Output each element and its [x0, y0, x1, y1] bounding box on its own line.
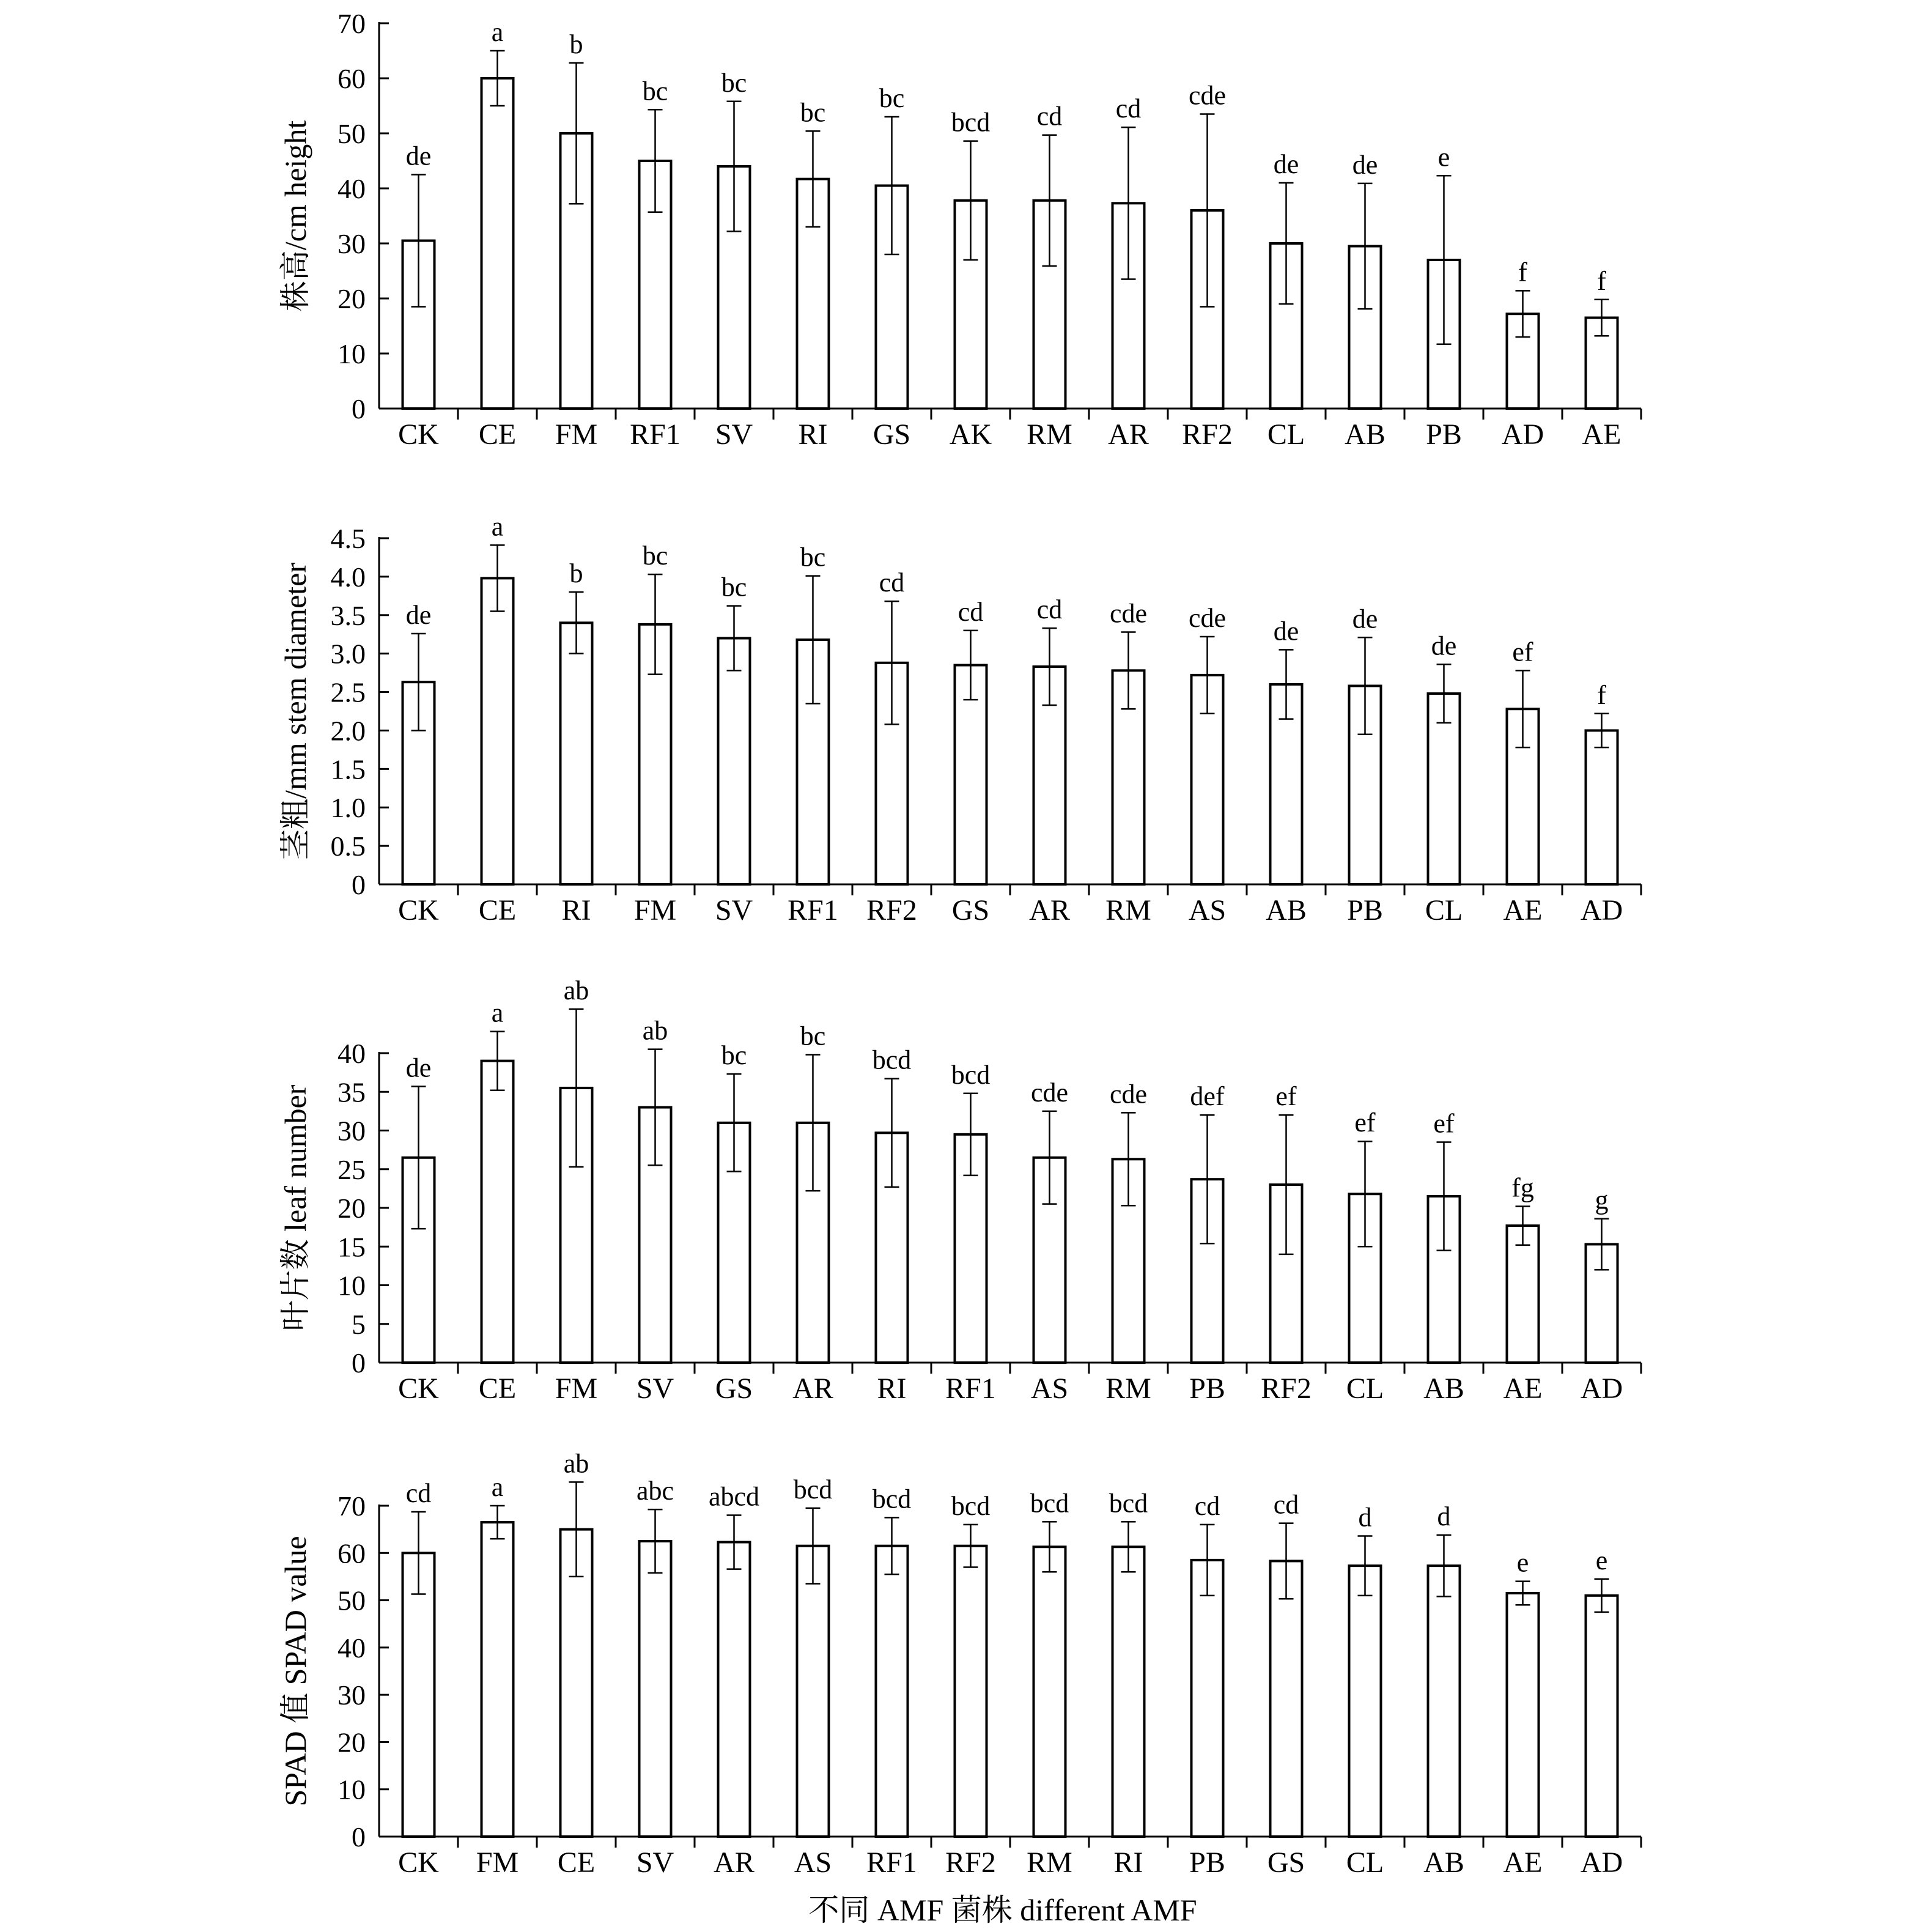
y-tick-label: 1.5 — [330, 753, 366, 785]
bar-RM — [1034, 1547, 1066, 1837]
category-label-RF1: RF1 — [630, 418, 681, 451]
significance-label-RI: bc — [800, 97, 826, 128]
y-axis-title: SPAD 值 SPAD value — [278, 1536, 312, 1807]
y-tick-label: 70 — [338, 8, 366, 39]
category-label-AE: AE — [1503, 894, 1543, 927]
category-label-FM: FM — [633, 894, 677, 927]
y-tick-label: 2.5 — [330, 676, 366, 708]
category-label-CK: CK — [398, 894, 439, 927]
chart-panel-3 — [278, 975, 1641, 1405]
category-label-CK: CK — [398, 1846, 439, 1879]
y-tick-label: 60 — [338, 1538, 366, 1569]
category-label-RI: RI — [561, 894, 591, 927]
category-label-RF2: RF2 — [1182, 418, 1233, 451]
category-label-AE: AE — [1503, 1372, 1543, 1405]
category-label-RM: RM — [1105, 1372, 1151, 1405]
y-tick-label: 4.0 — [330, 561, 366, 593]
y-tick-label: 0 — [352, 869, 366, 900]
significance-label-CK: de — [405, 599, 432, 630]
y-tick-label: 0 — [352, 1821, 366, 1852]
bar-AR — [718, 1542, 750, 1837]
significance-label-RF1: bcd — [872, 1484, 912, 1514]
significance-label-SV: abc — [636, 1476, 674, 1506]
bar-RF2 — [955, 1546, 987, 1837]
significance-label-CE: a — [491, 511, 504, 542]
y-tick-label: 20 — [338, 1193, 366, 1224]
y-axis-title: 株高/cm height — [278, 120, 312, 312]
significance-label-RM: cd — [1036, 101, 1063, 131]
significance-label-RF2: ef — [1275, 1081, 1297, 1112]
y-tick-label: 3.5 — [330, 599, 366, 631]
significance-label-AE: e — [1516, 1547, 1529, 1578]
significance-label-RI: bcd — [872, 1045, 912, 1075]
bar-AS — [797, 1546, 829, 1837]
significance-label-RF1: bc — [800, 542, 826, 572]
category-label-AE: AE — [1582, 418, 1622, 451]
y-tick-label: 50 — [338, 118, 366, 149]
bar-CE — [482, 1061, 514, 1363]
category-label-CK: CK — [398, 1372, 439, 1405]
significance-label-RI: bcd — [1109, 1488, 1148, 1519]
y-tick-label: 2.0 — [330, 715, 366, 747]
significance-label-RM: cde — [1109, 1079, 1148, 1109]
category-label-SV: SV — [715, 894, 753, 927]
y-tick-label: 10 — [338, 1270, 366, 1301]
significance-label-FM: bc — [642, 541, 668, 571]
category-label-AB: AB — [1423, 1372, 1464, 1405]
category-label-AS: AS — [794, 1846, 832, 1879]
y-tick-label: 0 — [352, 393, 366, 424]
significance-label-FM: b — [569, 29, 583, 59]
y-tick-label: 30 — [338, 1679, 366, 1711]
y-tick-label: 15 — [338, 1231, 366, 1263]
y-tick-label: 4.5 — [330, 523, 366, 554]
significance-label-RI: b — [569, 558, 583, 589]
category-label-AB: AB — [1266, 894, 1307, 927]
bar-SV — [718, 638, 750, 884]
bar-CE — [482, 78, 514, 409]
y-tick-label: 60 — [338, 63, 366, 94]
significance-label-RF2: cd — [879, 568, 905, 598]
significance-label-AB: de — [1352, 149, 1378, 180]
significance-label-AD: g — [1595, 1185, 1609, 1215]
significance-label-RF1: bcd — [951, 1059, 991, 1090]
bar-AB — [1428, 1566, 1460, 1837]
significance-label-PB: de — [1352, 604, 1378, 634]
category-label-AR: AR — [792, 1372, 833, 1405]
y-tick-label: 70 — [338, 1490, 366, 1522]
significance-label-AS: cde — [1188, 602, 1227, 633]
significance-label-AR: abcd — [708, 1481, 760, 1512]
category-label-CK: CK — [398, 418, 439, 451]
x-axis-title: 不同 AMF 菌株 different AMF — [808, 1893, 1197, 1927]
significance-label-AB: d — [1437, 1501, 1451, 1531]
y-tick-label: 3.0 — [330, 638, 366, 670]
significance-label-SV: ab — [642, 1015, 668, 1046]
bar-RI — [561, 623, 592, 884]
category-label-RF1: RF1 — [866, 1846, 917, 1879]
bar-AE — [1507, 1226, 1539, 1363]
category-label-PB: PB — [1189, 1846, 1225, 1879]
category-label-AS: AS — [1188, 894, 1227, 927]
significance-label-AE: ef — [1512, 637, 1533, 667]
y-axis-title: 茎粗/mm stem diameter — [278, 562, 312, 861]
category-label-RF1: RF1 — [945, 1372, 996, 1405]
significance-label-AE: fg — [1511, 1172, 1534, 1203]
significance-label-AR: bc — [800, 1021, 826, 1051]
y-tick-label: 50 — [338, 1585, 366, 1616]
category-label-CE: CE — [478, 418, 517, 451]
y-tick-label: 40 — [338, 1038, 366, 1069]
significance-label-RF1: bc — [642, 76, 668, 106]
category-label-CL: CL — [1346, 1846, 1384, 1879]
y-tick-label: 1.0 — [330, 792, 366, 824]
significance-label-AD: e — [1595, 1545, 1608, 1575]
significance-label-SV: bc — [721, 572, 747, 602]
significance-label-CK: de — [405, 1053, 432, 1083]
category-label-GS: GS — [1267, 1846, 1305, 1879]
y-tick-label: 35 — [338, 1076, 366, 1108]
category-label-FM: FM — [476, 1846, 519, 1879]
significance-label-RM: bcd — [1030, 1488, 1069, 1519]
category-label-AD: AD — [1580, 894, 1623, 927]
category-label-CL: CL — [1267, 418, 1305, 451]
category-label-PB: PB — [1426, 418, 1462, 451]
significance-label-AR: cd — [1036, 594, 1063, 625]
category-label-CE: CE — [478, 894, 517, 927]
y-tick-label: 10 — [338, 338, 366, 369]
y-tick-label: 0 — [352, 1347, 366, 1379]
y-tick-label: 25 — [338, 1153, 366, 1185]
bar-AD — [1586, 1596, 1618, 1837]
y-tick-label: 30 — [338, 228, 366, 259]
significance-label-GS: bc — [879, 83, 905, 113]
significance-label-AB: ef — [1433, 1108, 1455, 1139]
significance-label-AS: bcd — [793, 1474, 833, 1505]
category-label-RF2: RF2 — [866, 894, 917, 927]
category-label-AD: AD — [1580, 1846, 1623, 1879]
category-label-RM: RM — [1027, 418, 1072, 451]
y-tick-label: 5 — [352, 1308, 366, 1340]
category-label-CL: CL — [1346, 1372, 1384, 1405]
significance-label-CL: d — [1358, 1502, 1372, 1533]
category-label-AR: AR — [1029, 894, 1070, 927]
significance-label-CE: ab — [563, 1448, 589, 1479]
significance-label-AK: bcd — [951, 107, 991, 138]
significance-label-RM: cde — [1109, 598, 1148, 629]
significance-label-CE: a — [491, 17, 504, 47]
significance-label-PB: cd — [1194, 1490, 1220, 1521]
category-label-CE: CE — [478, 1372, 517, 1405]
significance-label-CL: de — [1431, 631, 1457, 661]
bar-FM — [482, 1522, 514, 1837]
category-label-AS: AS — [1030, 1372, 1069, 1405]
category-label-RF1: RF1 — [788, 894, 838, 927]
y-tick-label: 40 — [338, 173, 366, 204]
significance-label-PB: e — [1437, 142, 1450, 172]
y-tick-label: 30 — [338, 1115, 366, 1147]
category-label-FM: FM — [555, 418, 598, 451]
category-label-SV: SV — [636, 1372, 674, 1405]
y-tick-label: 40 — [338, 1632, 366, 1664]
category-label-AD: AD — [1580, 1372, 1623, 1405]
category-label-GS: GS — [951, 894, 990, 927]
significance-label-AR: cd — [1115, 94, 1142, 124]
category-label-RI: RI — [1113, 1846, 1143, 1879]
category-label-AB: AB — [1345, 418, 1385, 451]
significance-label-AB: de — [1273, 616, 1299, 646]
significance-label-AD: f — [1518, 257, 1527, 287]
category-label-CL: CL — [1425, 894, 1463, 927]
category-label-FM: FM — [555, 1372, 598, 1405]
significance-label-PB: def — [1190, 1081, 1225, 1112]
significance-label-FM: a — [491, 1472, 504, 1502]
category-label-SV: SV — [636, 1846, 674, 1879]
category-label-RM: RM — [1105, 894, 1151, 927]
significance-label-GS: cd — [957, 596, 984, 627]
significance-label-CE: a — [491, 997, 504, 1028]
y-tick-label: 10 — [338, 1774, 366, 1805]
category-label-RF2: RF2 — [1261, 1372, 1312, 1405]
significance-label-RF2: bcd — [951, 1490, 991, 1521]
significance-label-AD: f — [1597, 679, 1606, 710]
significance-label-AS: cde — [1030, 1077, 1069, 1108]
category-label-AK: AK — [949, 418, 992, 451]
category-label-GS: GS — [873, 418, 911, 451]
category-label-RM: RM — [1027, 1846, 1072, 1879]
y-tick-label: 20 — [338, 283, 366, 314]
bar-CE — [482, 578, 514, 884]
bar-GS — [1271, 1561, 1302, 1837]
significance-label-FM: ab — [563, 975, 589, 1005]
category-label-AE: AE — [1503, 1846, 1543, 1879]
category-label-RI: RI — [798, 418, 828, 451]
category-label-PB: PB — [1347, 894, 1383, 927]
chart-panel-4 — [278, 1448, 1641, 1879]
significance-label-RF2: cde — [1188, 80, 1227, 111]
bar-RF1 — [876, 1546, 908, 1837]
category-label-CE: CE — [557, 1846, 596, 1879]
category-label-RI: RI — [877, 1372, 907, 1405]
category-label-AR: AR — [1108, 418, 1149, 451]
bar-AE — [1507, 1593, 1539, 1837]
category-label-AR: AR — [714, 1846, 755, 1879]
significance-label-SV: bc — [721, 67, 747, 98]
significance-label-GS: bc — [721, 1040, 747, 1071]
significance-label-CK: cd — [405, 1478, 432, 1509]
bar-SV — [640, 1541, 671, 1837]
y-tick-label: 0.5 — [330, 831, 366, 862]
significance-label-GS: cd — [1273, 1489, 1299, 1520]
significance-label-AE: f — [1597, 265, 1606, 296]
chart-panel-2 — [278, 511, 1641, 927]
significance-label-CL: ef — [1354, 1108, 1376, 1138]
significance-label-CL: de — [1273, 149, 1299, 179]
category-label-RF2: RF2 — [945, 1846, 996, 1879]
bar-PB — [1192, 1560, 1223, 1837]
bar-CL — [1349, 1566, 1381, 1837]
bar-AD — [1586, 730, 1618, 884]
category-label-AB: AB — [1423, 1846, 1464, 1879]
category-label-AD: AD — [1501, 418, 1544, 451]
category-label-SV: SV — [715, 418, 753, 451]
y-axis-title: 叶片数 leaf number — [278, 1084, 312, 1331]
bar-CK — [403, 1553, 435, 1837]
y-tick-label: 20 — [338, 1727, 366, 1758]
category-label-GS: GS — [715, 1372, 753, 1405]
significance-label-CK: de — [405, 141, 432, 171]
bar-RI — [1113, 1547, 1145, 1837]
category-label-PB: PB — [1189, 1372, 1225, 1405]
chart-panel-1 — [278, 8, 1641, 451]
